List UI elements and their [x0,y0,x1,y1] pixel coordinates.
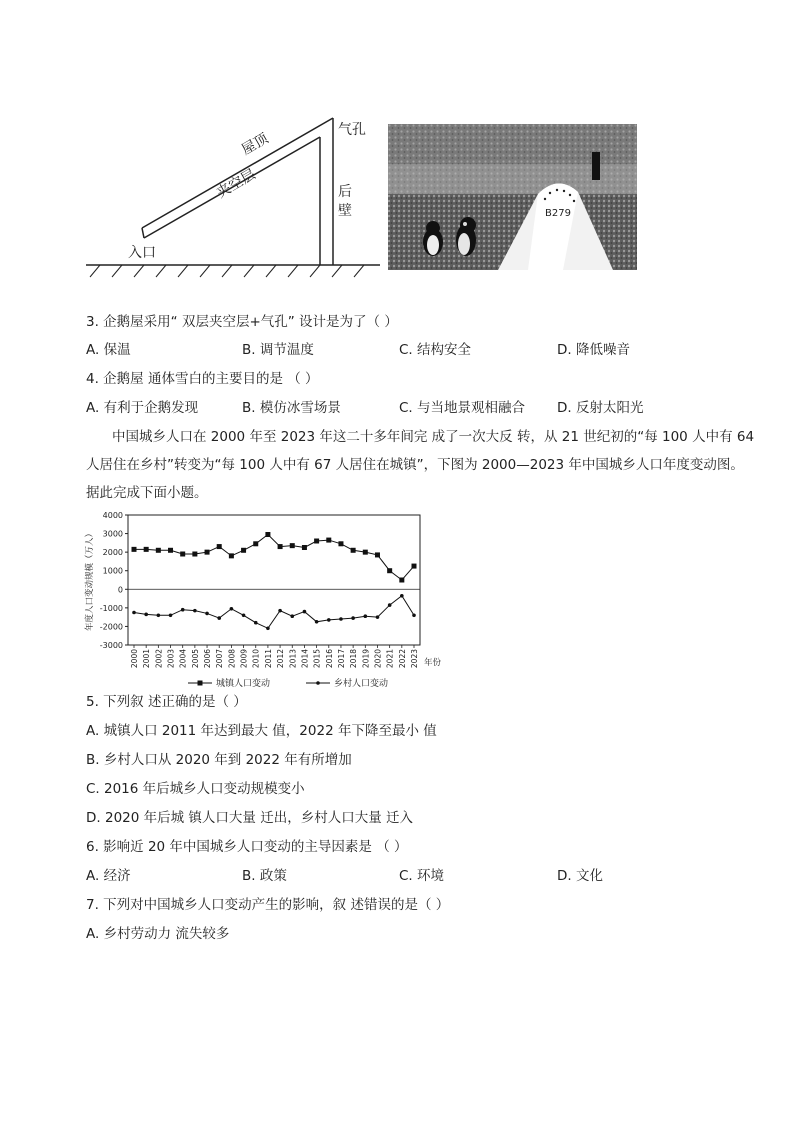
rural-point [290,614,294,618]
series-line-0 [134,535,414,581]
urban-point [375,552,380,557]
entrance-label: 入口 [128,245,156,261]
x-tick-label: 2019 [361,649,371,669]
rural-point [266,626,270,630]
x-tick-label: 2004 [178,649,188,669]
urban-point [205,550,210,555]
passage-line-1: 中国城乡人口在 2000 年至 2023 年这二十多年间完 成了一次大反 转，从 21 世纪初的“每 100 人中有 64 [112,429,755,445]
legend-marker-square [198,681,203,686]
urban-point [132,547,137,552]
urban-point [314,539,319,544]
legend-marker-circle [316,681,320,685]
x-tick-label: 2009 [239,649,249,669]
passage-line-3: 据此完成下面小题。 [86,485,208,501]
x-tick-label: 2017 [336,649,346,669]
urban-point [290,543,295,548]
back-wall-label-2: 壁 [338,203,352,219]
rural-point [242,613,246,617]
rural-point [157,613,161,617]
rural-point [230,607,234,611]
y-tick-label: 3000 [102,529,123,539]
q7-option-a[interactable]: A. 乡村劳动力 流失较多 [86,926,230,942]
x-tick-label: 2006 [203,649,213,669]
rural-point [376,615,380,619]
urban-point [326,538,331,543]
rural-point [181,608,185,612]
x-tick-label: 2010 [251,649,261,669]
urban-point [144,547,149,552]
photo-tag: B279 [545,208,571,219]
rural-point [144,613,148,617]
plot-frame [128,515,420,645]
x-tick-label: 2001 [142,649,152,669]
population-change-chart [80,505,450,695]
y-tick-label: -2000 [99,622,123,632]
rural-point [400,594,404,598]
rural-point [254,621,258,625]
legend-label-1: 乡村人口变动 [334,679,389,689]
q3-option-d[interactable]: D. 降低噪音 [557,342,630,358]
urban-point [265,532,270,537]
q5-stem: 5. 下列叙 述正确的是（ ） [86,694,247,710]
x-tick-label: 2020 [373,649,383,669]
urban-point [278,544,283,549]
x-tick-label: 2013 [288,649,298,669]
q4-option-c[interactable]: C. 与当地景观相融合 [399,400,526,416]
urban-point [192,552,197,557]
q4-option-b[interactable]: B. 模仿冰雪场景 [242,400,341,416]
x-axis-label: 年份 [424,658,442,668]
q5-option-c[interactable]: C. 2016 年后城乡人口变动规模变小 [86,781,305,797]
x-tick-label: 2021 [385,649,395,669]
rural-point [327,618,331,622]
rural-point [217,616,221,620]
q3-option-b[interactable]: B. 调节温度 [242,342,314,358]
urban-point [156,548,161,553]
q3-stem: 3. 企鹅屋采用“ 双层夹空层+气孔” 设计是为了（ ） [86,314,398,330]
x-tick-label: 2008 [227,649,237,669]
q4-option-a[interactable]: A. 有利于企鹅发现 [86,400,199,416]
q5-option-d[interactable]: D. 2020 年后城 镇人口大量 迁出，乡村人口大量 迁入 [86,810,413,826]
urban-point [412,564,417,569]
x-tick-label: 2003 [166,649,176,669]
x-tick-label: 2007 [215,649,225,669]
y-tick-label: 0 [117,585,123,595]
rural-point [193,609,197,613]
x-tick-label: 2023 [410,649,419,669]
x-tick-label: 2018 [349,649,359,669]
q4-stem: 4. 企鹅屋 通体雪白的主要目的是 （ ） [86,371,319,387]
rural-point [303,610,307,614]
y-tick-label: -3000 [99,641,123,650]
urban-point [302,545,307,550]
x-tick-label: 2011 [263,649,273,669]
urban-point [253,541,258,546]
x-tick-label: 2000 [130,649,139,669]
q6-option-d[interactable]: D. 文化 [557,868,603,884]
q5-option-b[interactable]: B. 乡村人口从 2020 年到 2022 年有所增加 [86,752,352,768]
x-tick-label: 2005 [190,649,200,669]
urban-point [241,548,246,553]
rural-point [205,612,209,616]
rural-point [315,620,319,624]
penguin-house-photo [388,124,637,270]
back-wall-label-1: 后 [338,184,352,200]
rural-point [339,617,343,621]
q6-option-b[interactable]: B. 政策 [242,868,287,884]
rural-point [388,603,392,607]
rural-point [412,613,416,617]
urban-point [351,548,356,553]
x-tick-label: 2015 [312,649,322,669]
x-tick-label: 2002 [154,649,164,669]
passage-line-2: 人居住在乡村”转变为“每 100 人中有 67 人居住在城镇”，下图为 2000—2023 年中国城乡人口年度变动图。 [86,457,744,473]
urban-point [363,550,368,555]
y-tick-label: 2000 [102,548,123,558]
x-tick-label: 2012 [276,649,286,669]
series-line-1 [134,596,414,629]
urban-point [180,552,185,557]
legend-label-0: 城镇人口变动 [216,679,271,689]
rural-point [278,609,282,613]
x-tick-label: 2014 [300,649,310,669]
vent-label: 气孔 [338,122,366,138]
q4-option-d[interactable]: D. 反射太阳光 [557,400,644,416]
penguin-house-diagram [80,110,390,285]
rural-point [351,616,355,620]
q3-option-a[interactable]: A. 保温 [86,342,131,358]
q6-option-c[interactable]: C. 环境 [399,868,445,884]
rural-point [132,611,136,615]
urban-point [217,544,222,549]
urban-point [168,548,173,553]
y-tick-label: -1000 [99,603,123,613]
y-tick-label: 4000 [102,511,123,520]
urban-point [229,553,234,558]
q6-stem: 6. 影响近 20 年中国城乡人口变动的主导因素是 （ ） [86,839,408,855]
urban-point [399,578,404,583]
rural-point [364,614,368,618]
urban-point [387,568,392,573]
rural-point [169,613,173,617]
q6-option-a[interactable]: A. 经济 [86,868,131,884]
x-tick-label: 2022 [397,649,407,669]
x-tick-label: 2016 [324,649,334,669]
q5-option-a[interactable]: A. 城镇人口 2011 年达到最大 值，2022 年下降至最小 值 [86,723,437,739]
y-axis-label: 年度人口变动规模（万人） [85,528,95,632]
urban-point [338,541,343,546]
air-layer-label: 夹空层 [214,166,259,202]
q3-option-c[interactable]: C. 结构安全 [399,342,472,358]
roof-label: 屋顶 [239,130,272,159]
q7-stem: 7. 下列对中国城乡人口变动产生的影响，叙 述错误的是（ ） [86,897,450,913]
y-tick-label: 1000 [102,566,123,576]
